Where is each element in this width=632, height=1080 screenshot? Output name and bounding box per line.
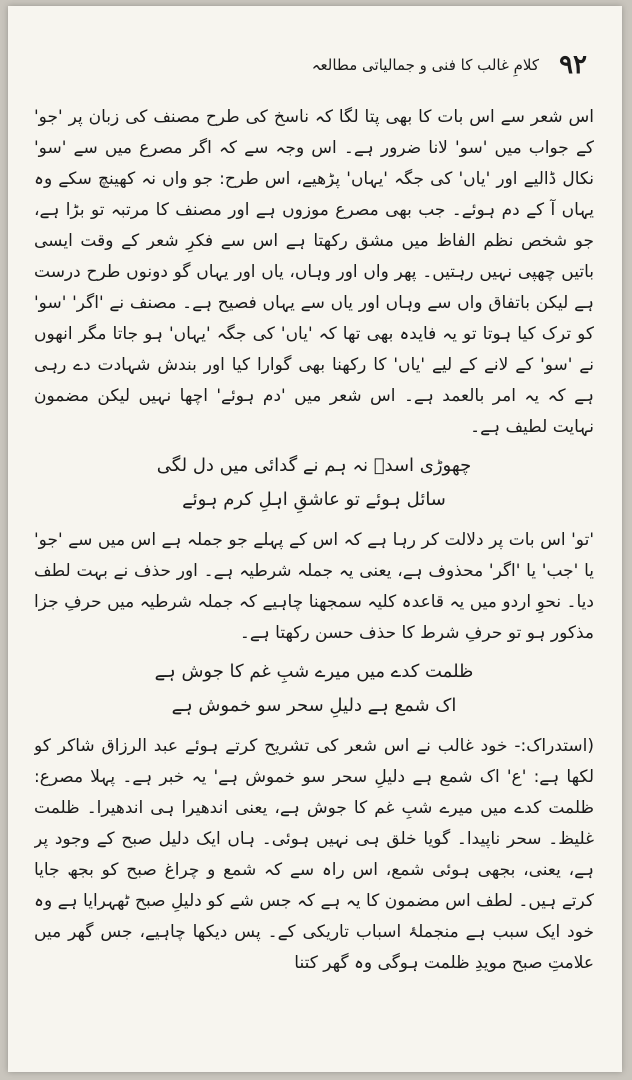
body-text [34, 102, 594, 1062]
verse-line: سائل ہوئے تو عاشقِ اہلِ کرم ہوئے [182, 489, 446, 510]
verse-couplet-1 [34, 449, 594, 517]
running-title: کلامِ غالب کا فنی و جمالیاتی مطالعہ [311, 56, 539, 74]
book-page [8, 6, 622, 1072]
paragraph-2: 'تو' اس بات پر دلالت کر رہا ہے کہ اس کے پہلے جو جملہ ہے اس میں سے 'جو' یا 'جب' یا 'اگر' محذوف ہے، یعنی یہ جملہ شرطیہ ہے۔ اور حذف نے بہت لطف دیا۔ نحوِ اردو میں یہ قاعدہ کلیہ سمجھنا چاہیے کہ جملہ شرطیہ میں حرفِ جزا مذکور ہو تو حرفِ شرط کا حذف حسن رکھتا ہے۔ [34, 530, 594, 643]
verse-line: ظلمت کدے میں میرے شبِ غم کا جوش ہے [154, 661, 474, 682]
verse-line: چھوڑی اسدؔ نہ ہم نے گدائی میں دل لگی [156, 455, 472, 476]
paragraph-1: اس شعر سے اس بات کا بھی پتا لگا کہ ناسخ کی طرح مصنف کی زبان پر 'جو' کے جواب میں 'سو' لانا ضرور ہے۔ اس وجہ سے کہ اگر مصرع میں سے 'سو' نکال ڈالیے اور 'یاں' کی جگہ 'یہاں' پڑھیے، اس طرح: جو واں نہ کھینچ سکے وہ یہاں آ کے دم ہوئے۔ جب بھی مصرع موزوں ہے اور مصنف کا مرتبہ تو بڑا ہے، جو شخص نظم الفاظ میں مشق رکھتا ہے اس سے فکرِ شعر کے وقت ایسی باتیں چھپی نہیں رہتیں۔ پھر واں اور وہاں، یاں اور یہاں گو دونوں طرح درست ہے لیکن باتفاق واں سے وہاں اور یاں سے یہاں فصیح ہے۔ مصنف نے 'اگر' 'سو' کو ترک کیا ہوتا تو یہ فایدہ بھی تھا کہ 'یاں' کی جگہ 'یہاں' ہو جاتا مگر انھوں نے 'سو' کے لانے کے لیے 'یاں' کا رکھنا بھی گوارا کیا اور بندش شہادت دے رہی ہے کہ یہ امر بالعمد ہے۔ اس شعر میں 'دم ہوئے' اچھا نہیں لیکن مضمون نہایت لطیف ہے۔ [34, 107, 594, 437]
page-header [308, 50, 613, 90]
page-number: ۹۲ [559, 50, 587, 80]
paragraph-3: (استدراک:- خود غالب نے اس شعر کی تشریح کرتے ہوئے عبد الرزاق شاکر کو لکھا ہے: 'ع' اک شمع ہے دلیلِ سحر سو خموش ہے' یہ خبر ہے۔ پہلا مصرع: ظلمت کدے میں میرے شبِ غم کا جوش ہے، یعنی اندھیرا ہی اندھیرا۔ ظلمت غلیظ۔ سحر ناپیدا۔ گویا خلق ہی نہیں ہوئی۔ ہاں ایک دلیل صبح کے وجود پر ہے، یعنی، بجھی ہوئی شمع، اس راہ سے کہ شمع و چراغ صبح کو بجھ جایا کرتے ہیں۔ لطف اس مضمون کا یہ ہے کہ جس شے کو دلیلِ صبح ٹھہرایا ہے وہ خود ایک سبب ہے منجملۂ اسباب تاریکی کے۔ پس دیکھا چاہیے، جس گھر میں علامتِ صبح مویدِ ظلمت ہوگی وہ گھر کتنا [34, 736, 594, 973]
verse-line: اک شمع ہے دلیلِ سحر سو خموش ہے [171, 695, 457, 716]
verse-couplet-2 [34, 655, 594, 723]
